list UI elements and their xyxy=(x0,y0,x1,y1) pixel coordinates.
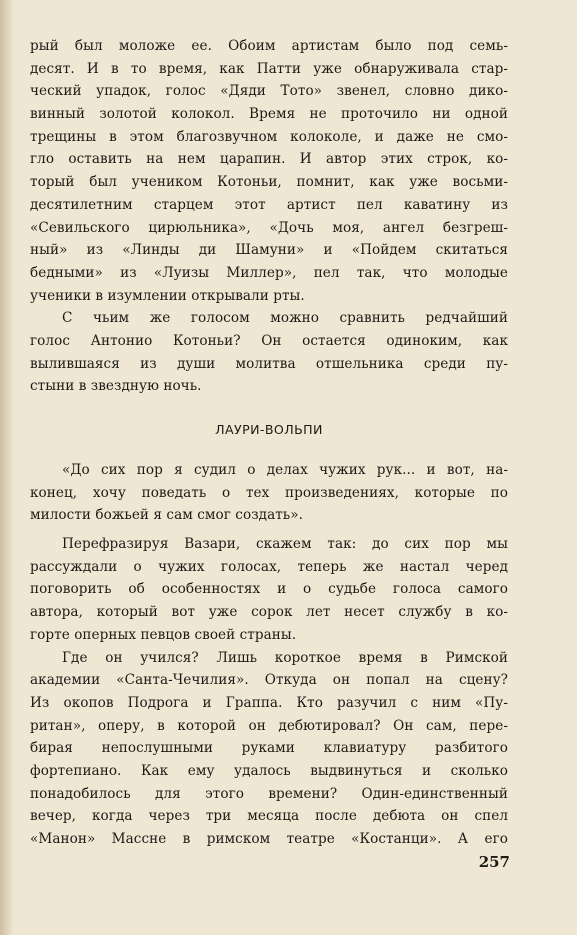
text-line: горте оперных певцов своей страны. xyxy=(30,626,297,643)
text-line: рассуждали о чужих голосах, теперь же настал черед xyxy=(30,558,508,575)
text-line: торый был учеником Котоньи, помнит, как уже восьми- xyxy=(30,174,508,191)
text-line: ученики в изумлении открывали рты. xyxy=(30,287,305,304)
section-cotogni-ending xyxy=(30,35,508,398)
text-line: ритан», оперу, в которой он дебютировал? Он сам, пере- xyxy=(30,717,508,734)
text-line: голос Антонио Котоньи? Он остается одиноким, как xyxy=(30,332,508,349)
text-line: С чьим же голосом можно сравнить редчайший xyxy=(62,310,508,327)
text-line: Из окопов Подрога и Граппа. Кто разучил с ним «Пу- xyxy=(30,694,508,711)
text-line: гло оставить на нем царапин. И автор этих строк, ко- xyxy=(30,151,508,168)
section-lauri-volpi xyxy=(30,459,508,851)
text-line: Где он учился? Лишь короткое время в Римской xyxy=(62,649,508,666)
page-spine-shadow xyxy=(0,0,14,935)
text-line: винный золотой колокол. Время не проточило ни одной xyxy=(30,106,508,123)
text-line: бедными» из «Луизы Миллер», пел так, что молодые xyxy=(30,264,508,281)
text-line: фортепиано. Как ему удалось выдвинуться и сколько xyxy=(30,762,508,779)
text-line: академии «Санта-Чечилия». Откуда он попал на сцену? xyxy=(30,672,508,689)
text-line: Перефразируя Вазари, скажем так: до сих пор мы xyxy=(62,536,508,553)
text-line: трещины в этом благозвучном колоколе, и даже не смо- xyxy=(30,128,508,145)
text-line: бирая непослушными руками клавиатуру разбитого xyxy=(30,740,508,757)
text-line: рый был моложе ее. Обоим артистам было под семь- xyxy=(30,38,508,54)
text-line: ный» из «Линды ди Шамуни» и «Пойдем скитаться xyxy=(30,242,508,259)
page-number: 257 xyxy=(478,853,510,871)
text-line: «Манон» Массне в римском театре «Костанци». А его xyxy=(30,831,508,847)
body-text xyxy=(30,35,508,851)
text-line: поговорить об особенностях и о судьбе голоса самого xyxy=(30,581,508,598)
text-line: стыни в звездную ночь. xyxy=(30,378,202,395)
text-line: автора, который вот уже сорок лет несет службу в ко- xyxy=(30,604,508,621)
text-line: «До сих пор я судил о делах чужих рук... и вот, на- xyxy=(62,462,508,478)
text-line: понадобилось для этого времени? Один-единственный xyxy=(30,785,508,802)
text-line: десят. И в то время, как Патти уже обнаруживала стар- xyxy=(30,60,508,77)
text-line: конец, хочу поведать о тех произведениях, которые по xyxy=(30,484,508,501)
text-line: милости божьей я сам смог создать». xyxy=(30,507,303,524)
text-line: десятилетним старцем этот артист пел каватину из xyxy=(30,196,508,213)
text-line: вылившаяся из души молитва отшельника среди пу- xyxy=(30,355,508,372)
section-heading: ЛАУРИ-ВОЛЬПИ xyxy=(215,422,323,437)
text-line: ческий упадок, голос «Дяди Тото» звенел, словно дико- xyxy=(30,83,508,100)
text-line: вечер, когда через три месяца после дебюта он спел xyxy=(30,808,508,825)
text-line: «Севильского цирюльника», «Дочь моя, ангел безгреш- xyxy=(30,219,508,236)
